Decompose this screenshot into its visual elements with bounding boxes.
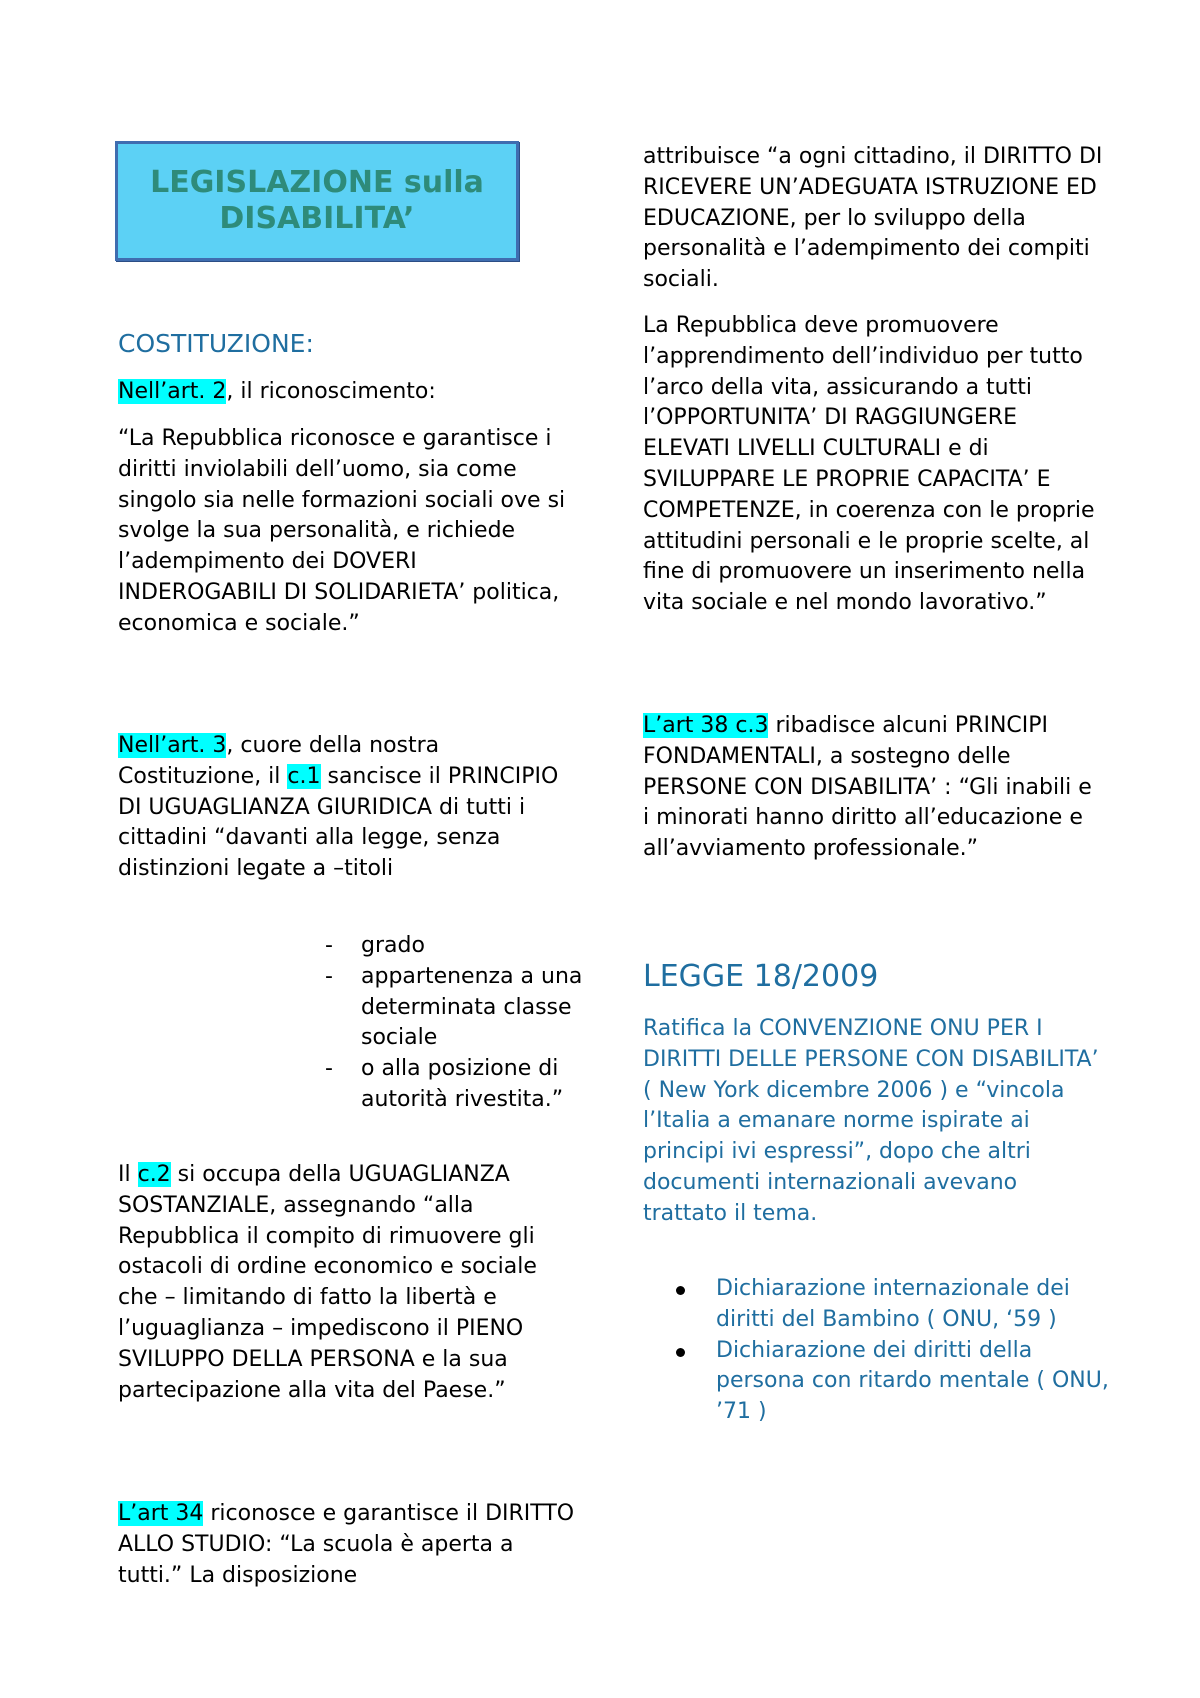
bullet-icon (676, 1348, 685, 1357)
art34-paragraph (118, 1499, 578, 1591)
c2-highlight: c.2 (137, 1162, 171, 1187)
c2-paragraph: Il c.2 si occupa della UGUAGLIANZA SOSTANZIALE, assegnando “alla Repubblica il compito di rimuovere gli ostacoli di ordine economico e sociale che – limitando di fatto la libertà e l’uguaglianza – impediscono il PIENO SVILUPPO DELLA PERSONA e la sua partecipazione alla vita del Paese.” (118, 1162, 537, 1403)
legge-paragraph: Ratifica la CONVENZIONE ONU PER I DIRITTI DELLE PERSONE CON DISABILITA’ ( New York dicembre 2006 ) e “vincola l’Italia a emanare norme ispirate ai principi ivi espressi”, dopo che altri documenti internazionali avevano trattato il tema. (643, 1016, 1099, 1226)
legge-heading: LEGGE 18/2009 (643, 959, 879, 994)
art3-c1-highlight: c.1 (287, 763, 321, 789)
bullet-icon (676, 1286, 685, 1295)
art2-intro-text: , il riconoscimento: (226, 379, 436, 404)
title-line-2: DISABILITA’ (219, 201, 415, 236)
art3-paragraph (118, 731, 578, 885)
art3-highlight: Nell’art. 3 (118, 733, 227, 758)
list-item: - appartenenza a una determinata classe sociale (325, 963, 583, 1051)
list-item: Dichiarazione internazionale dei diritti del Bambino ( ONU, ‘59 ) (673, 1274, 1113, 1336)
costituzione-heading: COSTITUZIONE: (118, 329, 314, 358)
art3-text-2: sancisce il PRINCIPIO DI UGUAGLIANZA GIURIDICA di tutti i cittadini “davanti alla legge, senza distinzioni legate a –titoli (118, 763, 559, 882)
list-item: - o alla posizione di autorità rivestita.” (325, 1056, 564, 1112)
art34-continuation: attribuisce “a ogni cittadino, il DIRITTO DI RICEVERE UN’ADEGUATA ISTRUZIONE ED EDUCAZIONE, per lo sviluppo della personalità e l’adempimento dei compiti sociali. (643, 144, 1103, 293)
document-title (150, 165, 484, 237)
art2-intro (118, 377, 578, 408)
art3-text-1: , cuore della nostra Costituzione, il (118, 733, 440, 789)
art2-quote: “La Repubblica riconosce e garantisce i diritti inviolabili dell’uomo, sia come singolo sia nelle formazioni sociali ove si svolge la sua personalità, e richiede l’adempimento dei DOVERI INDEROGABILI DI SOLIDARIETA’ politica, economica e sociale.” (118, 426, 566, 636)
art38-highlight: L’art 38 c.3 (643, 713, 769, 738)
art34-highlight: L’art 34 (118, 1501, 204, 1526)
art38-paragraph (643, 711, 1103, 865)
list-item: - grado (325, 933, 425, 958)
title-line-1: LEGISLAZIONE sulla (150, 165, 484, 200)
title-box (115, 141, 519, 261)
art2-highlight: Nell’art. 2 (118, 379, 227, 404)
art3-dash-list (325, 931, 585, 1116)
art38-text: ribadisce alcuni PRINCIPI FONDAMENTALI, a sostegno delle PERSONE CON DISABILITA’ : “Gli inabili e i minorati hanno diritto all’educazione e all’avviamento professionale.” (643, 713, 1092, 862)
c2-text: si occupa della UGUAGLIANZA SOSTANZIALE, assegnando “alla Repubblica il compito di rimuovere gli ostacoli di ordine economico e sociale che – limitando di fatto la libertà e l’uguaglianza – impediscono il PIENO SVILUPPO DELLA PERSONA e la sua partecipazione alla vita del Paese.” (118, 1162, 537, 1403)
repubblica-paragraph: La Repubblica deve promuovere l’apprendimento dell’individuo per tutto l’arco della vita, assicurando a tutti l’OPPORTUNITA’ DI RAGGIUNGERE ELEVATI LIVELLI CULTURALI e di SVILUPPARE LE PROPRIE CAPACITA’ E COMPETENZE, in coerenza con le proprie attitudini personali e le proprie scelte, al fine di promuovere un inserimento nella vita sociale e nel mondo lavorativo.” (643, 313, 1095, 616)
list-item: Dichiarazione dei diritti della persona con ritardo mentale ( ONU, ’71 ) (673, 1336, 1113, 1428)
art34-text: riconosce e garantisce il DIRITTO ALLO STUDIO: “La scuola è aperta a tutti.” La disposizione (118, 1501, 575, 1588)
legge-bullet-list (673, 1274, 1113, 1428)
